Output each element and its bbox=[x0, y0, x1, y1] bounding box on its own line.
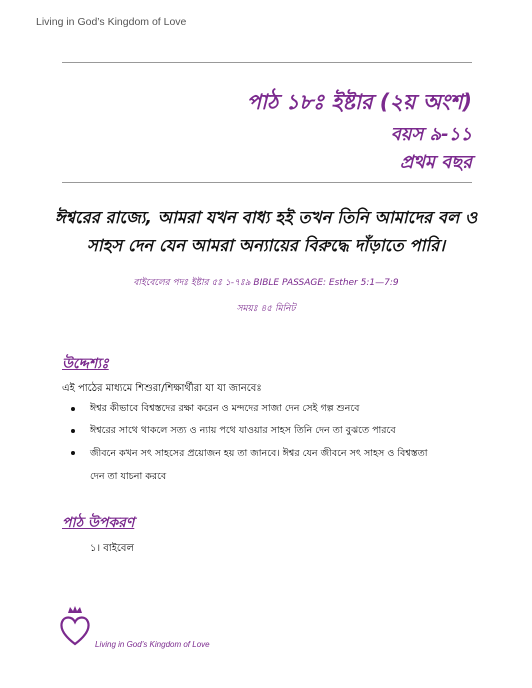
materials-heading: পাঠ উপকরণ bbox=[62, 515, 135, 531]
title-divider bbox=[62, 182, 472, 183]
list-item-continuation: দেন তা যাচনা করবে bbox=[90, 471, 167, 482]
material-item: ১। বাইবেল bbox=[90, 543, 134, 554]
top-divider bbox=[62, 62, 472, 63]
list-item: ঈশ্বরের সাথে থাকলে সত্য ও ন্যায় পথে যাওয়ার সাহস তিনি দেন তা বুঝতে পারবে bbox=[62, 420, 482, 442]
crown-heart-icon bbox=[58, 604, 92, 648]
list-item: জীবনে কখন সৎ সাহসের প্রয়োজন হয় তা জানবে। ঈশ্বর যেন জীবনে সৎ সাহস ও বিশ্বস্ততা bbox=[62, 442, 482, 465]
age-range: বয়স ৯-১১ bbox=[390, 124, 472, 145]
curriculum-year: প্রথম বছর bbox=[399, 152, 472, 173]
lesson-statement: ঈশ্বরের রাজ্যে, আমরা যখন বাধ্য হই তখন তিনি আমাদের বল ও সাহস দেন যেন আমরা অন্যায়ের বিরুদ্ধে দাঁড়াতে পারি। bbox=[54, 208, 478, 255]
bible-passage: বাইবেলের পদঃ ইষ্টার ৫ঃ ১-৭ঃ৯ BIBLE PASSAGE: Esther 5:1—7:9 bbox=[133, 278, 399, 288]
list-item: ঈশ্বর কীভাবে বিশ্বস্তদের রক্ষা করেন ও মন্দদের সাজা দেন সেই গল্প শুনবে bbox=[62, 398, 482, 420]
objectives-heading: উদ্দেশ্যঃ bbox=[62, 356, 109, 372]
lesson-title: পাঠ ১৮ঃ ইষ্টার (২য় অংশ) bbox=[246, 90, 472, 114]
bullet-icon bbox=[71, 451, 75, 455]
page-footer: Living in God’s Kingdom of Love bbox=[95, 640, 210, 649]
bullet-icon bbox=[71, 407, 75, 411]
bullet-icon bbox=[71, 429, 75, 433]
objectives-intro: এই পাঠের মাধ্যমে শিশুরা/শিক্ষার্থীরা যা যা জানবেঃ bbox=[62, 383, 262, 394]
lesson-time: সময়ঃ ৪৫ মিনিট bbox=[236, 304, 296, 314]
page-header: Living in God’s Kingdom of Love bbox=[36, 16, 187, 28]
objectives-list bbox=[62, 398, 482, 488]
